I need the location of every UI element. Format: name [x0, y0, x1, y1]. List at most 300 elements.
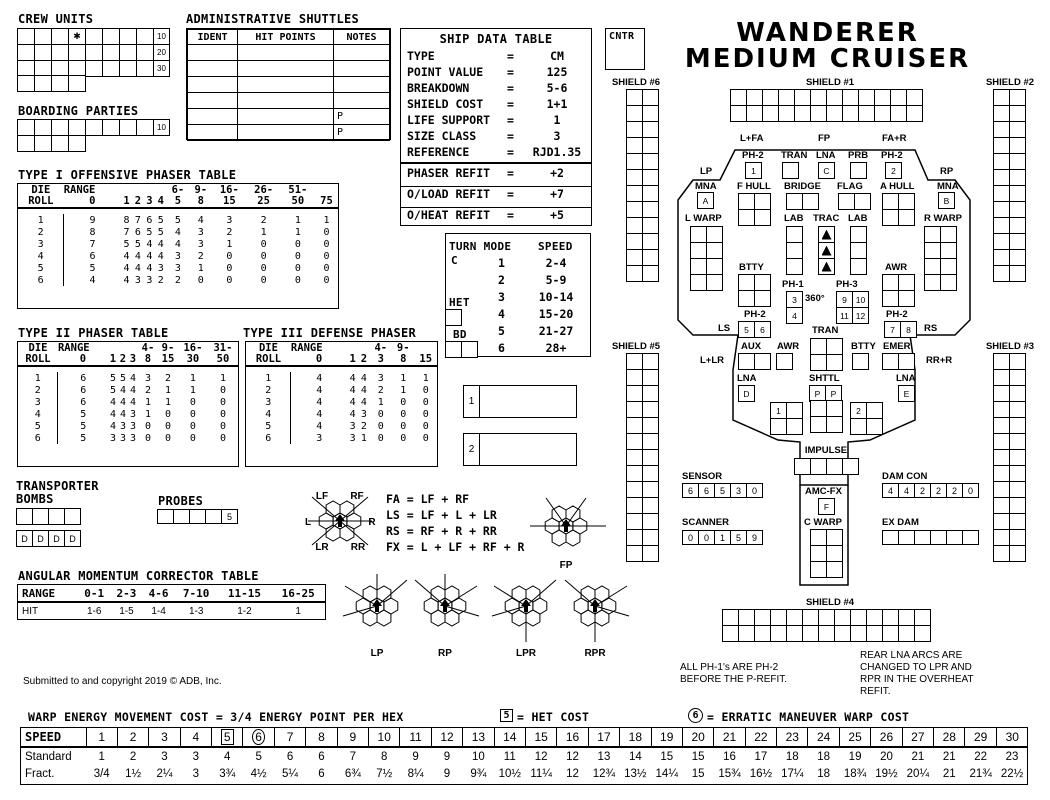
shield-box: [915, 610, 931, 626]
phaser-cell: 5: [146, 226, 153, 238]
shield-box: [843, 106, 859, 122]
shield-box: [627, 450, 643, 466]
phaser-head: 25: [257, 195, 270, 207]
ship-box: [782, 162, 799, 179]
ship-box: [738, 353, 771, 370]
note-left-1: ALL PH-1's ARE PH-2: [680, 662, 779, 673]
ship-box-cell: B: [939, 193, 955, 209]
shield-box: [803, 610, 819, 626]
ship-label: R WARP: [924, 213, 962, 224]
warp-standard: 17: [754, 750, 768, 763]
shield-box: [851, 626, 867, 642]
shuttle-cell: [188, 93, 238, 109]
phaser-cell: 4: [134, 250, 141, 262]
ship-box: [850, 402, 883, 435]
phaser-cell: 4: [18, 250, 64, 262]
shield-box: [739, 610, 755, 626]
shield-box: [994, 218, 1010, 234]
ship-box-cell: 9: [837, 292, 853, 308]
warp-fract: 7½: [376, 768, 393, 780]
ship-box-cell: [795, 459, 811, 475]
phaser-cell: 4: [349, 384, 356, 396]
shuttle-cell: [188, 61, 238, 77]
warp-fract-label: Fract.: [25, 768, 55, 780]
warp-speed: 13: [463, 728, 494, 747]
arc-hex: [377, 610, 391, 626]
shield-box: [643, 546, 659, 562]
warp-standard: 12: [566, 750, 579, 763]
arc-label: LR: [315, 542, 329, 553]
het-cost-label: = HET COST: [517, 710, 590, 724]
ship-box-cell: [787, 259, 803, 275]
phaser-cell: 1: [422, 372, 429, 384]
shield-box: [994, 186, 1010, 202]
phaser-cell: 1: [144, 396, 151, 408]
het-cost-box: 5: [500, 709, 513, 722]
crew-box: [103, 29, 120, 45]
crew-box: [52, 45, 69, 61]
warp-speed: 17: [588, 728, 619, 747]
ship-box-cell: P: [810, 386, 826, 402]
shuttle-cell: [334, 93, 390, 109]
arc-hex: [566, 530, 580, 546]
phaser-head: 75: [320, 195, 333, 207]
ship-box-cell: [739, 291, 755, 307]
ship-label: LAB: [848, 213, 868, 224]
ship-label: IMPULSE: [804, 445, 848, 456]
warp-fract: 12: [566, 768, 579, 780]
crew-box: [86, 29, 103, 45]
ship-box-cell: [787, 403, 803, 419]
dummy-box: D: [33, 531, 49, 547]
phaser-head: 2: [134, 195, 142, 207]
shuttle-cell: [188, 125, 238, 141]
phaser-cell: 2: [246, 384, 291, 396]
warp-fract: 21: [942, 768, 956, 780]
phaser-cell: 0: [422, 420, 429, 432]
phaser-cell: 1: [189, 384, 196, 396]
warp-speed: 7: [274, 728, 305, 747]
shield-5-grid: [626, 353, 659, 562]
phaser-head: 3: [377, 353, 384, 365]
phaser-cell: 9: [89, 214, 96, 226]
warp-fract: 17¼: [781, 768, 804, 780]
ship-label: PH-2: [886, 309, 908, 320]
shield-box: [1010, 514, 1026, 530]
phaser-cell: 7: [134, 214, 141, 226]
ship-box-cell: [691, 243, 707, 259]
phaser-cell: 1: [323, 214, 330, 226]
sensor-box: 5: [715, 484, 731, 498]
crew-units-grid: [17, 28, 170, 77]
phaser-cell: 4: [316, 396, 323, 408]
ship-box: [745, 162, 762, 179]
phaser-cell: 4: [174, 238, 181, 250]
phaser-cell: 0: [422, 432, 429, 444]
shield-box: [1010, 138, 1026, 154]
shield-box: [994, 530, 1010, 546]
phaser-cell: 1: [246, 372, 291, 384]
ship-box: [697, 192, 714, 209]
shield-box: [1010, 234, 1026, 250]
warp-standard: 3: [161, 750, 168, 763]
phaser-cell: 0: [219, 420, 226, 432]
shield-box: [819, 610, 835, 626]
ship-box-cell: 10: [853, 292, 869, 308]
shield-box: [643, 90, 659, 106]
shield-box: [1010, 354, 1026, 370]
warp-speed: 2: [117, 728, 148, 747]
ship-box: [738, 274, 771, 307]
phaser-cell: 0: [400, 420, 407, 432]
ship-box: [898, 385, 915, 402]
phaser-cell: 1: [400, 384, 407, 396]
phaser-cell: 4: [119, 384, 126, 396]
crew-marked-box: ✱: [69, 29, 86, 45]
warp-table: [20, 727, 1028, 785]
shield-box: [627, 154, 643, 170]
shield-box: [723, 626, 739, 642]
phaser-cell: 0: [260, 262, 267, 274]
ship-box: [885, 162, 902, 179]
shuttle-cell: [238, 77, 334, 93]
ship-box-cell: [851, 163, 867, 179]
ship-box-cell: [819, 259, 835, 275]
ship-box-cell: [707, 227, 723, 243]
ship-box-cell: [941, 275, 957, 291]
phaser-cell: 3: [119, 420, 126, 432]
amc-cell: 1-6: [87, 605, 102, 617]
phaser-head: DIE: [28, 341, 48, 354]
ship-label: RP: [940, 166, 954, 177]
shield-box: [859, 90, 875, 106]
phaser-head: 8: [144, 353, 152, 365]
ship-box-cell: [839, 194, 855, 210]
shield-box: [907, 106, 923, 122]
amc-cell: 1: [295, 605, 301, 617]
ship-box-cell: A: [698, 193, 714, 209]
phaser-cell: 4: [129, 396, 136, 408]
ship-box-cell: [867, 403, 883, 419]
phaser-cell: 4: [349, 408, 356, 420]
exdam-box: [931, 531, 947, 545]
phaser-head: 2: [360, 353, 368, 365]
warp-speed: 10: [369, 728, 400, 747]
phaser-cell: 3: [197, 238, 204, 250]
phaser-cell: 2: [174, 274, 181, 286]
ship-box-cell: [851, 227, 867, 243]
boarding-box: [69, 136, 86, 152]
warp-speed: 16: [557, 728, 588, 747]
shield-box: [1010, 402, 1026, 418]
phaser-cell: 4: [174, 226, 181, 238]
turn-mode-table: TURN MODE SPEED C 1 2-4 2 5-9 3 10-14 4 15-20 5 21-27 6 28+ HET BD: [445, 233, 591, 357]
ship-label: AMC-FX: [805, 486, 842, 497]
warp-fract: 4½: [250, 768, 267, 780]
ship-label: L WARP: [685, 213, 722, 224]
phaser-cell: 0: [323, 226, 330, 238]
note-right-2: CHANGED TO LPR AND: [860, 662, 972, 673]
note-lna: [860, 650, 974, 698]
crew-box: [103, 61, 120, 77]
shield-box: [1010, 170, 1026, 186]
ship-label: LNA: [737, 373, 757, 384]
shield-box: [627, 370, 643, 386]
warp-speed: 11: [400, 728, 431, 747]
phaser-cell: 2: [226, 226, 233, 238]
phaser-cell: 4: [316, 420, 323, 432]
ship-box-cell: [827, 530, 843, 546]
ship-label: LP: [700, 166, 713, 177]
shield-box: [627, 186, 643, 202]
phaser-cell: 0: [189, 396, 196, 408]
shield-box: [643, 170, 659, 186]
shield-box: [891, 106, 907, 122]
amc-head: 0-1: [84, 586, 105, 600]
ship-box: [818, 498, 835, 515]
shield-box: [1010, 154, 1026, 170]
arc-label: RR: [350, 542, 366, 553]
shield-box: [643, 514, 659, 530]
probe-last: 5: [222, 510, 238, 524]
ship-box: [882, 353, 915, 370]
arc-line: [494, 586, 526, 606]
phaser-head: 3: [129, 353, 137, 365]
warp-standard: 8: [381, 750, 388, 763]
scanner-box: 5: [731, 531, 747, 545]
phaser-cell: 3: [109, 432, 116, 444]
shield-box: [819, 626, 835, 642]
ship-box: [738, 385, 755, 402]
shield-box: [755, 610, 771, 626]
ship-box: [818, 162, 835, 179]
shield-box: [875, 106, 891, 122]
phaser-head: DIE: [258, 341, 278, 354]
ship-label: C WARP: [804, 517, 842, 528]
crew-box: [137, 29, 154, 45]
ship-box-cell: P: [826, 386, 842, 402]
shield-box: [627, 418, 643, 434]
ship-box-cell: [851, 243, 867, 259]
amc-cell: 1-4: [151, 605, 166, 617]
arc-hex: [581, 610, 595, 626]
ship-box-cell: [811, 530, 827, 546]
phaser-cell: 5: [134, 238, 141, 250]
shield-box: [1010, 466, 1026, 482]
shield-box: [779, 90, 795, 106]
boarding-box: [86, 120, 103, 136]
arc-hex: [512, 586, 526, 602]
crew-row-label: 10: [154, 29, 170, 45]
phaser-cell: 0: [219, 408, 226, 420]
shield-box: [1010, 418, 1026, 434]
crew-box: [120, 61, 137, 77]
ship-box-cell: 12: [853, 308, 869, 324]
phaser-cell: 0: [400, 408, 407, 420]
ship-box-cell: [883, 291, 899, 307]
bombs-grid: [16, 508, 81, 525]
arc-diagram-fp: [530, 496, 610, 570]
amc-head: RANGE: [22, 586, 56, 600]
ship-box: [810, 400, 843, 433]
ship-box-cell: [811, 546, 827, 562]
amc-cell: HIT: [22, 605, 39, 617]
ship-arrow-icon: [372, 599, 382, 612]
phaser-cell: 0: [226, 274, 233, 286]
ship-box-cell: D: [739, 386, 755, 402]
phaser-cell: 0: [294, 250, 301, 262]
phaser-cell: 0: [260, 250, 267, 262]
ship-box-cell: 1: [746, 163, 762, 179]
phaser-cell: 0: [144, 432, 151, 444]
arc-label: L: [304, 517, 312, 528]
boarding-box: [18, 136, 35, 152]
note-right-4: REFIT.: [860, 686, 891, 697]
phaser-cell: 4: [360, 384, 367, 396]
shield-box: [627, 250, 643, 266]
phaser-cell: 4: [123, 262, 130, 274]
note-left-2: BEFORE THE P-REFIT.: [680, 674, 788, 685]
ship-label: TRAN: [812, 325, 839, 336]
boarding-box: [69, 120, 86, 136]
phaser-cell: 4: [119, 396, 126, 408]
boarding-grid: [17, 119, 170, 136]
crew-units-title: CREW UNITS: [18, 12, 94, 26]
phaser-cell: 0: [323, 274, 330, 286]
phaser-cell: 4: [109, 408, 116, 420]
crew-box: [35, 76, 52, 92]
warp-standard: 18: [817, 750, 831, 763]
warp-fract: 9¾: [470, 768, 487, 780]
ship-box-cell: C: [819, 163, 835, 179]
phaser3-table: [245, 341, 438, 467]
phaser-cell: 0: [197, 274, 204, 286]
ship-box-cell: [883, 354, 899, 370]
ship-label: PH-2: [744, 309, 766, 320]
phaser-cell: 2: [157, 274, 164, 286]
phaser-cell: 3: [360, 408, 367, 420]
ship-box-cell: E: [899, 386, 915, 402]
crew-box: [52, 29, 69, 45]
exdam-title: EX DAM: [882, 517, 919, 528]
ship-box: [838, 193, 871, 210]
ship-box: [884, 321, 917, 338]
ship-label: LNA: [816, 150, 836, 161]
shield-box: [643, 450, 659, 466]
arc-label: LPR: [516, 648, 536, 659]
scanner-box: 9: [747, 531, 763, 545]
arc-label: RF: [350, 491, 364, 502]
shield-box: [627, 202, 643, 218]
warp-fract: 18: [817, 768, 831, 780]
arc-diagram-lp: [340, 574, 416, 660]
warp-standard-label: Standard: [25, 750, 72, 763]
ship-box-cell: [707, 275, 723, 291]
warp-standard: 19: [848, 750, 862, 763]
shield-box: [994, 250, 1010, 266]
ship-label: 360°: [805, 293, 825, 304]
shield-box: [627, 498, 643, 514]
ship-arrow-icon: [440, 599, 450, 612]
ship-box-cell: [691, 227, 707, 243]
shield-box: [994, 498, 1010, 514]
phaser-cell: 0: [377, 432, 384, 444]
crew-row-label: 30: [154, 61, 170, 77]
amc-cell: 1-5: [119, 605, 134, 617]
phaser1-table: [17, 183, 339, 309]
ship-label: FP: [818, 133, 831, 144]
shield-box: [994, 418, 1010, 434]
phaser-cell: 1: [377, 396, 384, 408]
phaser-cell: 2: [164, 372, 171, 384]
ship-label: L+LR: [700, 355, 725, 366]
phaser-cell: 4: [146, 250, 153, 262]
ship-box: [818, 226, 835, 275]
crew-box: [137, 45, 154, 61]
shield-box: [811, 90, 827, 106]
phaser-head: 4-: [141, 341, 155, 354]
shield-box: [731, 106, 747, 122]
warp-speed: 12: [431, 728, 462, 747]
warp-standard: 6: [318, 750, 325, 763]
phaser-head: 15: [419, 353, 433, 365]
phaser-cell: 4: [246, 408, 291, 420]
shield-box: [994, 354, 1010, 370]
arc-hex: [445, 610, 459, 626]
shield-box: [994, 266, 1010, 282]
phaser-head: 0: [79, 353, 87, 365]
warp-fract: 18¾: [843, 768, 867, 780]
shield-1-label: SHIELD #1: [805, 77, 855, 88]
warp-standard: 15: [660, 750, 674, 763]
phaser-cell: 5: [246, 420, 291, 432]
shield-box: [795, 90, 811, 106]
slot-1: [463, 385, 577, 418]
phaser-cell: 0: [219, 396, 226, 408]
shield-box: [763, 106, 779, 122]
crew-box: [18, 76, 35, 92]
crew-box: [69, 45, 86, 61]
phaser-cell: 5: [89, 262, 96, 274]
shield-box: [883, 626, 899, 642]
phaser-cell: 0: [189, 420, 196, 432]
crew-box: [18, 45, 35, 61]
arc-label: RPR: [584, 648, 606, 659]
phaser-head: 1: [123, 195, 130, 207]
phaser-cell: 0: [294, 274, 301, 286]
phaser-cell: 0: [189, 432, 196, 444]
shield-box: [627, 434, 643, 450]
shield-3-grid: [993, 353, 1026, 562]
phaser-cell: 0: [294, 262, 301, 274]
ship-box: [850, 162, 867, 179]
turn-class: C: [451, 254, 458, 267]
shield-box: [994, 514, 1010, 530]
exdam-box: [963, 531, 979, 545]
shield-box: [1010, 90, 1026, 106]
warp-standard: 14: [628, 750, 642, 763]
shield-box: [915, 626, 931, 642]
warp-speed: 25: [839, 728, 870, 747]
phaser-cell: 2: [18, 226, 64, 238]
shield-box: [643, 154, 659, 170]
ship-box-cell: [827, 401, 843, 417]
shield-box: [747, 90, 763, 106]
phaser-cell: 3: [144, 372, 151, 384]
ship-box: [810, 338, 843, 371]
phaser-head: 5: [174, 195, 182, 207]
shield-box: [899, 626, 915, 642]
